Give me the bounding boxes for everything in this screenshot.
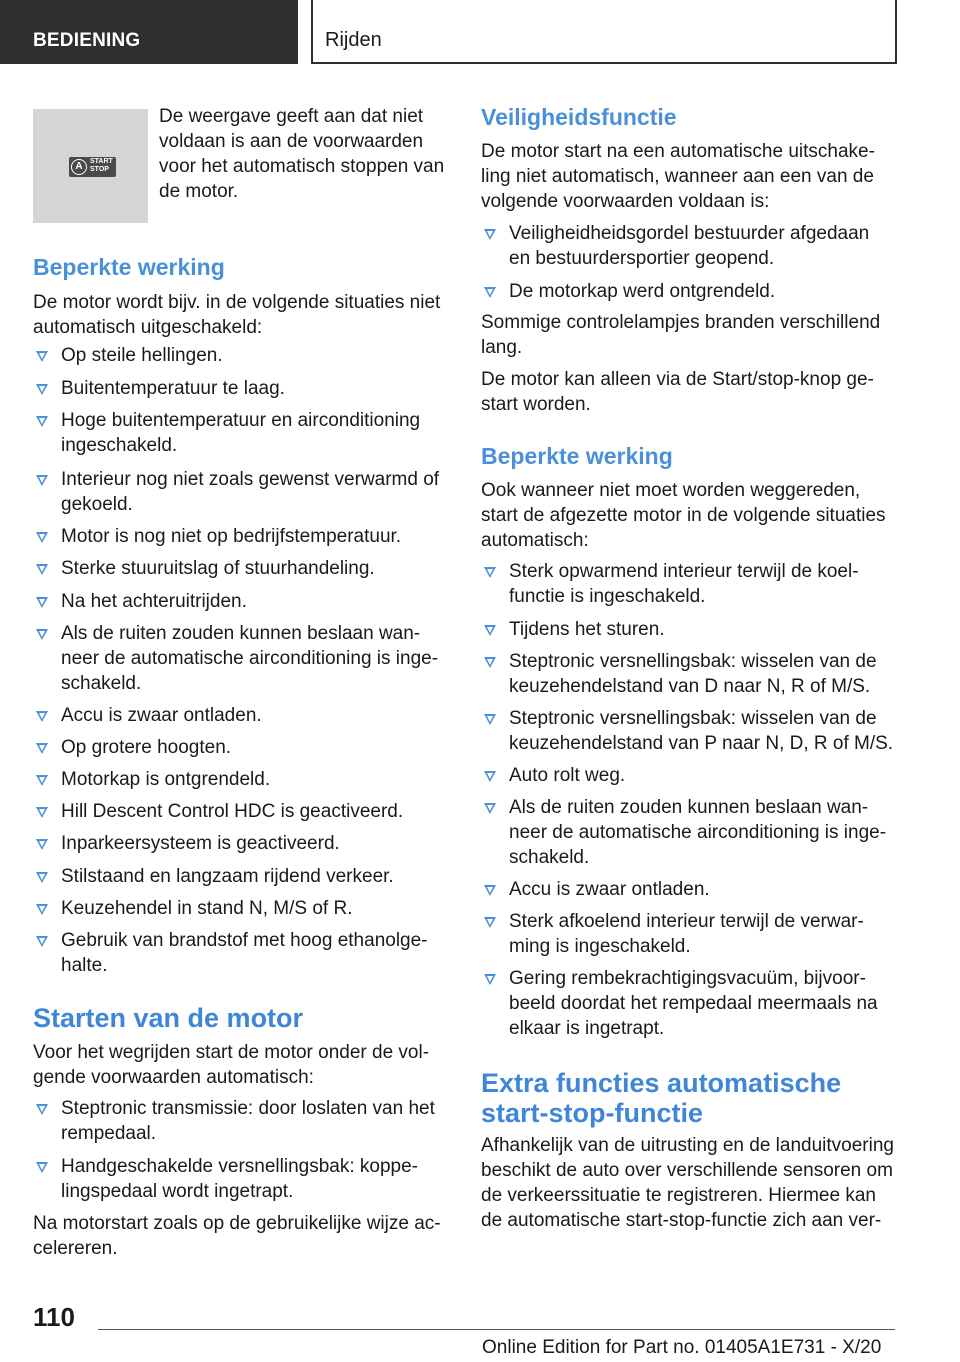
list-item: Op steile hellingen. bbox=[61, 345, 223, 366]
section-title: BEDIENING bbox=[33, 30, 141, 51]
bullet-triangle-icon bbox=[36, 351, 48, 362]
bullet-triangle-icon bbox=[484, 567, 496, 578]
list-item: en bestuurdersportier geopend. bbox=[509, 248, 775, 269]
veilig-intro: ling niet automatisch, wanneer aan een van de bbox=[481, 166, 874, 187]
bullet-triangle-icon bbox=[36, 839, 48, 850]
veilig-p1: Sommige controlelampjes branden verschillend bbox=[481, 312, 881, 333]
bullet-triangle-icon bbox=[36, 775, 48, 786]
auto-start-stop-off-icon: A START STOP bbox=[69, 157, 116, 177]
heading-extra-functies: Extra functies automatische bbox=[481, 1068, 842, 1098]
list-item: beeld doordat het rempedaal meermaals na bbox=[509, 993, 878, 1014]
extra-paragraph: de automatische start-stop-functie zich aan ver- bbox=[481, 1210, 882, 1231]
list-item: Accu is zwaar ontladen. bbox=[509, 879, 710, 900]
list-item: functie is ingeschakeld. bbox=[509, 586, 706, 607]
list-item: keuzehendelstand van P naar N, D, R of M/S. bbox=[509, 733, 894, 754]
image-caption: voor het automatisch stoppen van bbox=[159, 156, 445, 177]
beperkt-intro: automatisch uitgeschakeld: bbox=[33, 317, 263, 338]
list-item: Op grotere hoogten. bbox=[61, 737, 232, 758]
list-item: Auto rolt weg. bbox=[509, 765, 626, 786]
bullet-triangle-icon bbox=[36, 1162, 48, 1173]
bullet-triangle-icon bbox=[484, 771, 496, 782]
bullet-triangle-icon bbox=[484, 917, 496, 928]
veilig-intro: volgende voorwaarden voldaan is: bbox=[481, 191, 770, 212]
starten-intro: Voor het wegrijden start de motor onder de vol- bbox=[33, 1042, 430, 1063]
list-item: Sterk afkoelend interieur terwijl de verwar- bbox=[509, 911, 864, 932]
extra-paragraph: Afhankelijk van de uitrusting en de landuitvoering bbox=[481, 1135, 894, 1156]
veilig-p2: De motor kan alleen via de Start/stop-knop ge- bbox=[481, 369, 874, 390]
bullet-triangle-icon bbox=[36, 936, 48, 947]
list-item: halte. bbox=[61, 955, 108, 976]
list-item: Steptronic transmissie: door loslaten van het bbox=[61, 1098, 435, 1119]
list-item: Gebruik van brandstof met hoog ethanolge- bbox=[61, 930, 428, 951]
veilig-p2: start worden. bbox=[481, 394, 591, 415]
list-item: Steptronic versnellingsbak: wisselen van de bbox=[509, 651, 877, 672]
page-number: 110 bbox=[33, 1302, 75, 1332]
bullet-triangle-icon bbox=[36, 532, 48, 543]
image-caption: De weergave geeft aan dat niet bbox=[159, 106, 424, 127]
bullet-triangle-icon bbox=[36, 1104, 48, 1115]
beperkt2-intro: start de afgezette motor in de volgende situaties bbox=[481, 505, 886, 526]
list-item: ming is ingeschakeld. bbox=[509, 936, 691, 957]
bullet-triangle-icon bbox=[36, 872, 48, 883]
image-caption: voldaan is aan de voorwaarden bbox=[159, 131, 424, 152]
bullet-triangle-icon bbox=[36, 711, 48, 722]
bullet-triangle-icon bbox=[36, 564, 48, 575]
list-item: Sterk opwarmend interieur terwijl de koel- bbox=[509, 561, 859, 582]
list-item: Motor is nog niet op bedrijfstemperatuur. bbox=[61, 526, 402, 547]
list-item: Sterke stuuruitslag of stuurhandeling. bbox=[61, 558, 375, 579]
list-item: ingeschakeld. bbox=[61, 435, 178, 456]
list-item: rempedaal. bbox=[61, 1123, 157, 1144]
heading-starten: Starten van de motor bbox=[33, 1003, 304, 1033]
heading-beperkte-werking: Beperkte werking bbox=[33, 254, 225, 280]
list-item: Steptronic versnellingsbak: wisselen van de bbox=[509, 708, 877, 729]
bullet-triangle-icon bbox=[36, 384, 48, 395]
list-item: Als de ruiten zouden kunnen beslaan wan- bbox=[61, 623, 421, 644]
list-item: lingspedaal wordt ingetrapt. bbox=[61, 1181, 294, 1202]
list-item: Accu is zwaar ontladen. bbox=[61, 705, 262, 726]
list-item: Inparkeersysteem is geactiveerd. bbox=[61, 833, 340, 854]
list-item: Interieur nog niet zoals gewenst verwarmd of bbox=[61, 469, 440, 490]
bullet-triangle-icon bbox=[484, 625, 496, 636]
list-item: neer de automatische airconditioning is inge- bbox=[509, 822, 887, 843]
bullet-triangle-icon bbox=[36, 416, 48, 427]
bullet-triangle-icon bbox=[484, 287, 496, 298]
starten-outro: Na motorstart zoals op de gebruikelijke wijze ac- bbox=[33, 1213, 441, 1234]
list-item: schakeld. bbox=[509, 847, 590, 868]
footer-divider bbox=[98, 1329, 895, 1330]
list-item: neer de automatische airconditioning is inge- bbox=[61, 648, 439, 669]
page-header bbox=[0, 0, 960, 66]
image-caption: de motor. bbox=[159, 181, 239, 202]
bullet-triangle-icon bbox=[484, 229, 496, 240]
list-item: Veiligheidheidsgordel bestuurder afgedaan bbox=[509, 223, 870, 244]
bullet-triangle-icon bbox=[484, 885, 496, 896]
extra-paragraph: beschikt de auto over verschillende sensoren om bbox=[481, 1160, 893, 1181]
starten-intro: gende voorwaarden automatisch: bbox=[33, 1067, 314, 1088]
bullet-triangle-icon bbox=[36, 629, 48, 640]
indicator-image bbox=[33, 109, 148, 223]
heading-beperkte-werking-2: Beperkte werking bbox=[481, 443, 673, 469]
chapter-tab bbox=[311, 0, 897, 64]
list-item: Hoge buitentemperatuur en airconditioning bbox=[61, 410, 421, 431]
list-item: Handgeschakelde versnellingsbak: koppe- bbox=[61, 1156, 419, 1177]
list-item: elkaar is ingetrapt. bbox=[509, 1018, 665, 1039]
list-item: schakeld. bbox=[61, 673, 142, 694]
chapter-title: Rijden bbox=[325, 29, 382, 51]
bullet-triangle-icon bbox=[484, 974, 496, 985]
list-item: Tijdens het sturen. bbox=[509, 619, 665, 640]
footer-edition: Online Edition for Part no. 01405A1E731 - X/20 bbox=[482, 1337, 882, 1358]
bullet-triangle-icon bbox=[36, 743, 48, 754]
starten-outro: celereren. bbox=[33, 1238, 118, 1259]
heading-veiligheidsfunctie: Veiligheidsfunctie bbox=[481, 104, 677, 130]
list-item: Buitentemperatuur te laag. bbox=[61, 378, 285, 399]
list-item: gekoeld. bbox=[61, 494, 133, 515]
bullet-triangle-icon bbox=[484, 714, 496, 725]
list-item: De motorkap werd ontgrendeld. bbox=[509, 281, 776, 302]
bullet-triangle-icon bbox=[36, 597, 48, 608]
bullet-triangle-icon bbox=[36, 475, 48, 486]
beperkt2-intro: Ook wanneer niet moet worden weggereden, bbox=[481, 480, 861, 501]
bullet-triangle-icon bbox=[484, 657, 496, 668]
list-item: Stilstaand en langzaam rijdend verkeer. bbox=[61, 866, 394, 887]
beperkt-intro: De motor wordt bijv. in de volgende situaties niet bbox=[33, 292, 441, 313]
bullet-triangle-icon bbox=[36, 807, 48, 818]
list-item: Gering rembekrachtigingsvacuüm, bijvoor- bbox=[509, 968, 866, 989]
list-item: Na het achteruitrijden. bbox=[61, 591, 247, 612]
bullet-triangle-icon bbox=[36, 904, 48, 915]
section-tab bbox=[0, 0, 298, 64]
extra-paragraph: de verkeerssituatie te registreren. Hiermee kan bbox=[481, 1185, 876, 1206]
list-item: Hill Descent Control HDC is geactiveerd. bbox=[61, 801, 404, 822]
bullet-triangle-icon bbox=[484, 803, 496, 814]
beperkt2-intro: automatisch: bbox=[481, 530, 589, 551]
heading-extra-functies: start-stop-functie bbox=[481, 1098, 703, 1128]
list-item: Als de ruiten zouden kunnen beslaan wan- bbox=[509, 797, 869, 818]
veilig-intro: De motor start na een automatische uitschake- bbox=[481, 141, 875, 162]
list-item: Motorkap is ontgrendeld. bbox=[61, 769, 271, 790]
list-item: Keuzehendel in stand N, M/S of R. bbox=[61, 898, 353, 919]
list-item: keuzehendelstand van D naar N, R of M/S. bbox=[509, 676, 871, 697]
veilig-p1: lang. bbox=[481, 337, 523, 358]
